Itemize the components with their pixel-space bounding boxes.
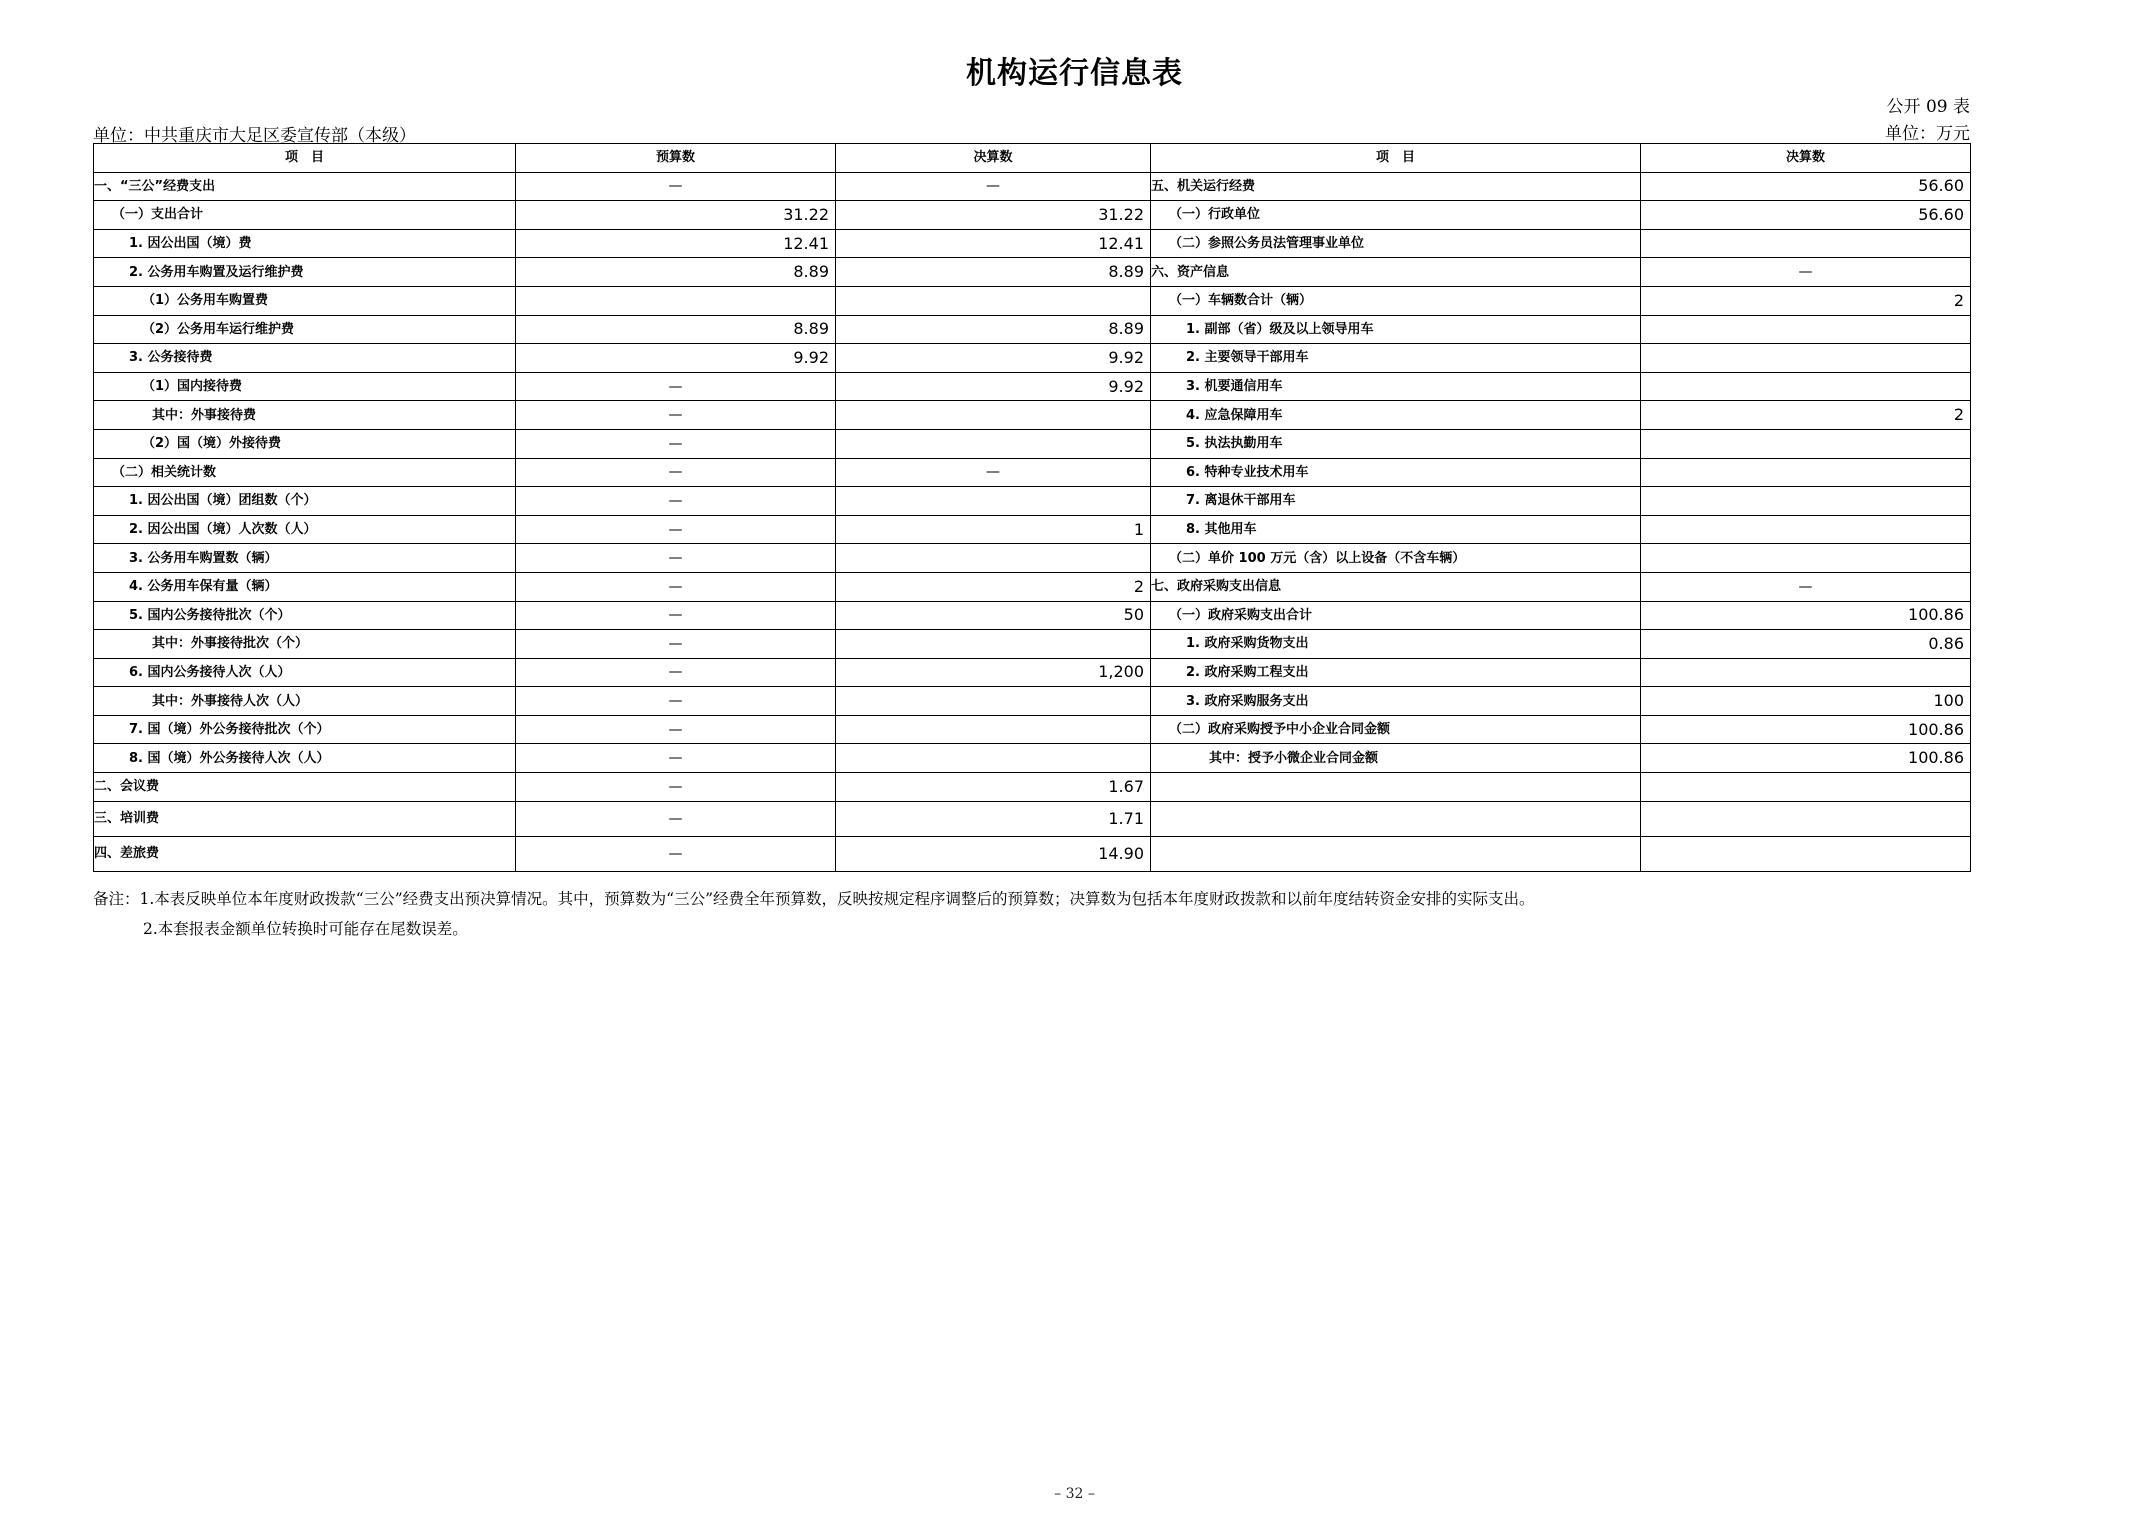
budget-value: 8.89	[516, 315, 836, 344]
left-item-label: （二）相关统计数	[94, 458, 516, 487]
table-row	[94, 372, 1971, 401]
final-value-right	[1641, 372, 1971, 401]
final-value-right: 56.60	[1641, 201, 1971, 230]
right-item-label: 1. 政府采购货物支出	[1151, 630, 1641, 659]
final-value-right	[1641, 315, 1971, 344]
left-item-label: 三、培训费	[94, 801, 516, 836]
right-item-label: 其中：授予小微企业合同金额	[1151, 744, 1641, 773]
budget-value: —	[516, 601, 836, 630]
right-item-label: 六、资产信息	[1151, 258, 1641, 287]
final-value-left: 8.89	[836, 258, 1151, 287]
table-row	[94, 344, 1971, 373]
final-value-left	[836, 630, 1151, 659]
left-item-label: 3. 公务用车购置数（辆）	[94, 544, 516, 573]
table-row	[94, 258, 1971, 287]
final-value-left: —	[836, 172, 1151, 201]
final-value-left: 50	[836, 601, 1151, 630]
final-value-right	[1641, 836, 1971, 871]
final-value-right: —	[1641, 572, 1971, 601]
final-value-left: 2	[836, 572, 1151, 601]
budget-value: —	[516, 372, 836, 401]
final-value-right: 2	[1641, 401, 1971, 430]
budget-value: —	[516, 773, 836, 802]
final-value-right	[1641, 344, 1971, 373]
table-row	[94, 658, 1971, 687]
right-item-label: 3. 政府采购服务支出	[1151, 687, 1641, 716]
right-item-label: 2. 政府采购工程支出	[1151, 658, 1641, 687]
final-value-right: 100.86	[1641, 744, 1971, 773]
final-value-left	[836, 286, 1151, 315]
right-item-label: 1. 副部（省）级及以上领导用车	[1151, 315, 1641, 344]
table-row	[94, 172, 1971, 201]
right-item-label	[1151, 801, 1641, 836]
left-item-label: 3. 公务接待费	[94, 344, 516, 373]
final-value-right	[1641, 487, 1971, 516]
budget-value: —	[516, 487, 836, 516]
budget-value	[516, 286, 836, 315]
left-item-label: （1）国内接待费	[94, 372, 516, 401]
final-value-left: 12.41	[836, 229, 1151, 258]
page-number: – 32 –	[1054, 1486, 1095, 1502]
table-row	[94, 773, 1971, 802]
final-value-left: 9.92	[836, 344, 1151, 373]
left-item-label: 8. 国（境）外公务接待人次（人）	[94, 744, 516, 773]
final-value-left	[836, 687, 1151, 716]
right-item-label	[1151, 836, 1641, 871]
budget-value: —	[516, 658, 836, 687]
right-item-label: 8. 其他用车	[1151, 515, 1641, 544]
final-value-left	[836, 487, 1151, 516]
final-value-right: 2	[1641, 286, 1971, 315]
final-value-right: 0.86	[1641, 630, 1971, 659]
final-value-left: 1.67	[836, 773, 1151, 802]
institution-operation-table	[93, 143, 1971, 872]
form-number: 公开 09 表	[1886, 97, 1970, 117]
note-2: 2.本套报表金额单位转换时可能存在尾数误差。	[143, 920, 468, 938]
final-value-left	[836, 429, 1151, 458]
budget-value: 12.41	[516, 229, 836, 258]
final-value-left: 1.71	[836, 801, 1151, 836]
final-value-left	[836, 744, 1151, 773]
header-budget: 预算数	[516, 144, 836, 173]
left-item-label: （2）公务用车运行维护费	[94, 315, 516, 344]
final-value-right	[1641, 515, 1971, 544]
budget-value: —	[516, 429, 836, 458]
final-value-right	[1641, 773, 1971, 802]
final-value-right	[1641, 458, 1971, 487]
left-item-label: 5. 国内公务接待批次（个）	[94, 601, 516, 630]
left-item-label: 4. 公务用车保有量（辆）	[94, 572, 516, 601]
budget-value: 9.92	[516, 344, 836, 373]
left-item-label: 6. 国内公务接待人次（人）	[94, 658, 516, 687]
left-item-label: （1）公务用车购置费	[94, 286, 516, 315]
left-item-label: 7. 国（境）外公务接待批次（个）	[94, 715, 516, 744]
table-header-row	[94, 144, 1971, 173]
budget-value: —	[516, 630, 836, 659]
budget-value: —	[516, 715, 836, 744]
left-item-label: 二、会议费	[94, 773, 516, 802]
final-value-right: 100.86	[1641, 601, 1971, 630]
final-value-left	[836, 715, 1151, 744]
table-row	[94, 801, 1971, 836]
table-body	[94, 172, 1971, 871]
left-item-label: 2. 因公出国（境）人次数（人）	[94, 515, 516, 544]
right-item-label: 7. 离退休干部用车	[1151, 487, 1641, 516]
right-item-label: （一）政府采购支出合计	[1151, 601, 1641, 630]
budget-value: —	[516, 801, 836, 836]
budget-value: —	[516, 172, 836, 201]
final-value-left	[836, 401, 1151, 430]
final-value-right: 56.60	[1641, 172, 1971, 201]
header-final-left: 决算数	[836, 144, 1151, 173]
right-item-label: （二）参照公务员法管理事业单位	[1151, 229, 1641, 258]
currency-unit: 单位：万元	[1885, 124, 1970, 144]
header-item-right: 项 目	[1151, 144, 1641, 173]
table-row	[94, 630, 1971, 659]
final-value-left: 8.89	[836, 315, 1151, 344]
final-value-left: 1	[836, 515, 1151, 544]
left-item-label: 1. 因公出国（境）团组数（个）	[94, 487, 516, 516]
final-value-left: 31.22	[836, 201, 1151, 230]
final-value-left: 14.90	[836, 836, 1151, 871]
left-item-label: （2）国（境）外接待费	[94, 429, 516, 458]
left-item-label: 一、“三公”经费支出	[94, 172, 516, 201]
right-item-label: （二）单价 100 万元（含）以上设备（不含车辆）	[1151, 544, 1641, 573]
table-row	[94, 458, 1971, 487]
final-value-right	[1641, 801, 1971, 836]
budget-value: 8.89	[516, 258, 836, 287]
left-item-label: 2. 公务用车购置及运行维护费	[94, 258, 516, 287]
right-item-label: （一）行政单位	[1151, 201, 1641, 230]
final-value-right: 100.86	[1641, 715, 1971, 744]
final-value-left: 9.92	[836, 372, 1151, 401]
final-value-left	[836, 544, 1151, 573]
table-row	[94, 201, 1971, 230]
table-row	[94, 229, 1971, 258]
final-value-left: 1,200	[836, 658, 1151, 687]
right-item-label: 3. 机要通信用车	[1151, 372, 1641, 401]
right-item-label: 七、政府采购支出信息	[1151, 572, 1641, 601]
right-item-label	[1151, 773, 1641, 802]
final-value-right: —	[1641, 258, 1971, 287]
table-row	[94, 715, 1971, 744]
left-item-label: 四、差旅费	[94, 836, 516, 871]
left-item-label: 其中：外事接待费	[94, 401, 516, 430]
budget-value: 31.22	[516, 201, 836, 230]
right-item-label: 五、机关运行经费	[1151, 172, 1641, 201]
right-item-label: 6. 特种专业技术用车	[1151, 458, 1641, 487]
budget-value: —	[516, 687, 836, 716]
note-1: 备注：1.本表反映单位本年度财政拨款“三公”经费支出预决算情况。其中，预算数为“三公”经费全年预算数，反映按规定程序调整后的预算数；决算数为包括本年度财政拨款和以前年度结转资金安排的实际支出。	[93, 890, 1535, 908]
table-row	[94, 572, 1971, 601]
final-value-right	[1641, 229, 1971, 258]
notes	[93, 884, 1535, 944]
table-row	[94, 401, 1971, 430]
page-title: 机构运行信息表	[966, 56, 1183, 91]
header-item-left: 项 目	[94, 144, 516, 173]
right-item-label: 5. 执法执勤用车	[1151, 429, 1641, 458]
left-item-label: （一）支出合计	[94, 201, 516, 230]
table-row	[94, 744, 1971, 773]
table-row	[94, 515, 1971, 544]
table-row	[94, 687, 1971, 716]
right-item-label: 2. 主要领导干部用车	[1151, 344, 1641, 373]
final-value-right	[1641, 658, 1971, 687]
table-row	[94, 286, 1971, 315]
budget-value: —	[516, 458, 836, 487]
budget-value: —	[516, 836, 836, 871]
left-item-label: 其中：外事接待批次（个）	[94, 630, 516, 659]
right-item-label: 4. 应急保障用车	[1151, 401, 1641, 430]
table-row	[94, 429, 1971, 458]
left-item-label: 其中：外事接待人次（人）	[94, 687, 516, 716]
budget-value: —	[516, 401, 836, 430]
final-value-right	[1641, 544, 1971, 573]
left-item-label: 1. 因公出国（境）费	[94, 229, 516, 258]
final-value-right	[1641, 429, 1971, 458]
table-row	[94, 836, 1971, 871]
header-final-right: 决算数	[1641, 144, 1971, 173]
right-item-label: （一）车辆数合计（辆）	[1151, 286, 1641, 315]
final-value-right: 100	[1641, 687, 1971, 716]
table-row	[94, 315, 1971, 344]
table-row	[94, 601, 1971, 630]
budget-value: —	[516, 744, 836, 773]
final-value-left: —	[836, 458, 1151, 487]
table-row	[94, 487, 1971, 516]
budget-value: —	[516, 515, 836, 544]
reporting-unit: 单位：中共重庆市大足区委宣传部（本级）	[93, 126, 416, 146]
table-row	[94, 544, 1971, 573]
right-item-label: （二）政府采购授予中小企业合同金额	[1151, 715, 1641, 744]
budget-value: —	[516, 572, 836, 601]
budget-value: —	[516, 544, 836, 573]
